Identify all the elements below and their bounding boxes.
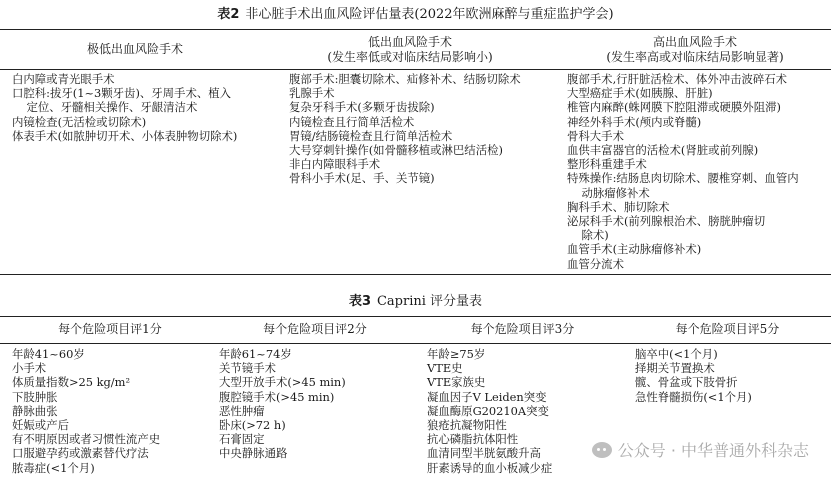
table2-caption — [0, 6, 831, 24]
table2-cell: 椎管内麻醉(蛛网膜下腔阻滞或硬膜外阻滞) — [567, 100, 781, 115]
table3-header-rule — [0, 343, 831, 344]
table2-cell: 血管手术(主动脉瘤修补术) — [567, 242, 702, 257]
table3-cell: 卧床(>72 h) — [219, 418, 286, 433]
table3-cell: 大型开放手术(>45 min) — [219, 375, 346, 390]
table3-cell: 急性脊髓损伤(<1个月) — [635, 389, 752, 404]
table2-col-low — [289, 72, 521, 186]
table2-title: 非心脏手术出血风险评估量表(2022年欧洲麻醉与重症监护学会) — [245, 7, 614, 22]
table2-cell: 体表手术(如脓肿切开术、小体表肿物切除术) — [12, 128, 238, 143]
table3-cell: 脓毒症(<1个月) — [12, 460, 95, 475]
table2-cell: 大型癌症手术(如胰腺、肝脏) — [567, 86, 713, 101]
table2-cell: 整形科重建手术 — [567, 157, 647, 172]
table3-cell: 择期关节置换术 — [635, 361, 715, 376]
watermark-text: 公众号 · 中华普通外科杂志 — [617, 441, 809, 460]
table3-cell: 髋、骨盆或下肢骨折 — [635, 375, 738, 390]
table3-cell: 石膏固定 — [219, 432, 265, 447]
table2-cell: 骨科大手术 — [567, 128, 624, 143]
table3-cell: 关节镜手术 — [219, 361, 276, 376]
table2-header-2-line2: (发生率低或对临床结局影响小) — [327, 50, 493, 64]
table3-title: Caprini 评分量表 — [376, 294, 483, 309]
table3-cell: 静脉曲张 — [12, 403, 58, 418]
table3-col-score-3 — [427, 347, 552, 475]
watermark — [592, 438, 809, 461]
table3-header-2: 每个危险项目评2分 — [263, 322, 367, 336]
table3-cell: 年龄61~74岁 — [219, 347, 292, 361]
table2-cell: 乳腺手术 — [289, 86, 335, 101]
wechat-icon — [592, 442, 612, 458]
table3-cell: 口服避孕药或激素替代疗法 — [12, 446, 149, 461]
table2-cell: 口腔科:拔牙(1~3颗牙齿)、牙周手术、植入 — [12, 86, 232, 101]
table2-cell: 腹部手术,行肝脏活检术、体外冲击波碎石术 — [567, 72, 788, 86]
table3-cell: 肝素诱导的血小板减少症 — [427, 460, 553, 475]
table3-cell: 小手术 — [12, 361, 47, 376]
table3-cell: VTE家族史 — [427, 375, 486, 390]
table3-cell: 中央静脉通路 — [219, 446, 288, 461]
table3-cell: 凝血酶原G20210A突变 — [427, 403, 549, 418]
table3-col-score-1 — [12, 347, 160, 475]
table2-header-3-line2: (发生率高或对临床结局影响显著) — [606, 50, 784, 64]
table3-cell: 有不明原因或者习惯性流产史 — [12, 432, 161, 447]
table2-cell: 定位、牙髓相关操作、牙龈清洁术 — [12, 100, 198, 115]
table2-col-very-low — [12, 72, 237, 143]
table3-cell: 凝血因子V Leiden突变 — [427, 389, 547, 404]
table2-cell: 腹部手术:胆囊切除术、疝修补术、结肠切除术 — [289, 72, 521, 86]
table2-cell: 血管分流术 — [567, 256, 624, 271]
table2-cell: 胸科手术、肺切除术 — [567, 199, 670, 214]
table2-header-2 — [285, 35, 535, 65]
table2-label: 表2 — [217, 7, 240, 22]
table3-cell: 年龄≥75岁 — [427, 347, 486, 361]
table2-cell: 骨科小手术(足、手、关节镜) — [289, 171, 435, 186]
table3-header-1: 每个危险项目评1分 — [58, 322, 162, 336]
table2-cell: 大号穿刺针操作(如骨髓移植或淋巴结活检) — [289, 143, 503, 158]
table2-cell: 特殊操作:结肠息肉切除术、腰椎穿刺、血管内 — [567, 171, 799, 186]
table2-cell: 泌尿科手术(前列腺根治术、膀胱肿瘤切 — [567, 214, 766, 229]
table3-cell: 妊娠或产后 — [12, 418, 69, 433]
table2-cell: 除术) — [567, 228, 609, 243]
table3-cell: 脑卒中(<1个月) — [635, 347, 718, 361]
table3-cell: 年龄41~60岁 — [12, 347, 85, 361]
table2-cell: 内镜检查且行简单活检术 — [289, 114, 415, 129]
table2-cell: 动脉瘤修补术 — [567, 185, 650, 200]
table2-cell: 内镜检查(无活检或切除术) — [12, 114, 147, 129]
table2-cell: 血供丰富器官的活检术(肾脏或前列腺) — [567, 143, 759, 158]
table3-label: 表3 — [348, 294, 371, 309]
table2-header-3-line1: 高出血风险手术 — [652, 35, 737, 49]
table2-cell: 胃镜/结肠镜检查且行简单活检术 — [289, 128, 453, 143]
table3-col-score-2 — [219, 347, 346, 461]
table2-cell: 复杂牙科手术(多颗牙齿拔除) — [289, 100, 435, 115]
table2-header-2-line1: 低出血风险手术 — [367, 35, 452, 49]
table2-header-rule — [0, 69, 831, 70]
table3-cell: 恶性肿瘤 — [219, 403, 265, 418]
table2-bottom-rule — [0, 274, 831, 275]
table3-top-rule — [0, 316, 831, 317]
table3-cell: VTE史 — [427, 361, 463, 376]
table2-header-3 — [560, 35, 830, 65]
table2-cell: 白内障或青光眼手术 — [12, 72, 115, 86]
table3-cell: 体质量指数>25 kg/m² — [12, 375, 131, 390]
table3-cell: 抗心磷脂抗体阳性 — [427, 432, 519, 447]
table3-cell: 下肢肿胀 — [12, 389, 58, 404]
table2-cell: 神经外科手术(颅内或脊髓) — [567, 114, 702, 129]
table2-header-1-line1: 极低出血风险手术 — [86, 42, 183, 56]
table3-col-score-5 — [635, 347, 752, 404]
table3-header-4: 每个危险项目评5分 — [675, 322, 780, 336]
table3-header-3: 每个危险项目评3分 — [470, 322, 575, 336]
table2-header-1 — [20, 42, 250, 57]
table3-cell: 狼疮抗凝物阳性 — [427, 418, 507, 433]
table2-col-high — [567, 72, 799, 271]
table3-caption — [0, 293, 831, 311]
table3-cell: 腹腔镜手术(>45 min) — [219, 389, 335, 404]
table3-cell: 血清同型半胱氨酸升高 — [427, 446, 541, 461]
table2-top-rule — [0, 29, 831, 30]
table2-cell: 非白内障眼科手术 — [289, 157, 381, 172]
